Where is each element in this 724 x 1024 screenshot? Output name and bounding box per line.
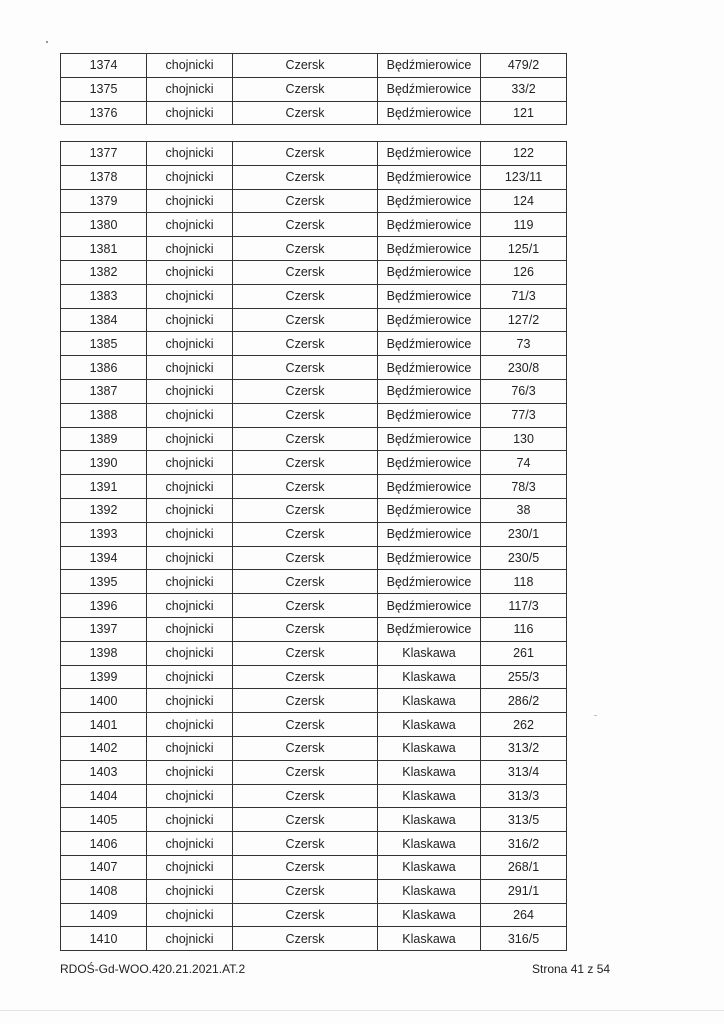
precinct-cell: Będźmierowice (378, 546, 481, 570)
municipality-cell: Czersk (233, 379, 378, 403)
row-number-cell: 1380 (61, 213, 147, 237)
municipality-cell: Czersk (233, 54, 378, 78)
county-cell: chojnicki (147, 260, 233, 284)
row-number-cell: 1392 (61, 498, 147, 522)
county-cell: chojnicki (147, 808, 233, 832)
precinct-cell: Będźmierowice (378, 332, 481, 356)
parcel-number-cell: 74 (481, 451, 567, 475)
parcel-number-cell: 261 (481, 641, 567, 665)
municipality-cell: Czersk (233, 665, 378, 689)
municipality-cell: Czersk (233, 522, 378, 546)
county-cell: chojnicki (147, 101, 233, 125)
table-row (61, 879, 567, 903)
table-row (61, 379, 567, 403)
parcel-number-cell: 38 (481, 498, 567, 522)
row-number-cell: 1390 (61, 451, 147, 475)
row-number-cell: 1410 (61, 927, 147, 951)
row-number-cell: 1389 (61, 427, 147, 451)
county-cell: chojnicki (147, 379, 233, 403)
parcel-number-cell: 230/5 (481, 546, 567, 570)
county-cell: chojnicki (147, 498, 233, 522)
precinct-cell: Będźmierowice (378, 54, 481, 78)
county-cell: chojnicki (147, 475, 233, 499)
county-cell: chojnicki (147, 736, 233, 760)
parcel-number-cell: 313/3 (481, 784, 567, 808)
row-number-cell: 1394 (61, 546, 147, 570)
municipality-cell: Czersk (233, 689, 378, 713)
county-cell: chojnicki (147, 689, 233, 713)
precinct-cell: Będźmierowice (378, 522, 481, 546)
row-number-cell: 1398 (61, 641, 147, 665)
parcel-number-cell: 268/1 (481, 855, 567, 879)
table-row (61, 427, 567, 451)
row-number-cell: 1375 (61, 77, 147, 101)
municipality-cell: Czersk (233, 736, 378, 760)
parcel-number-cell: 255/3 (481, 665, 567, 689)
municipality-cell: Czersk (233, 546, 378, 570)
county-cell: chojnicki (147, 403, 233, 427)
precinct-cell: Będźmierowice (378, 379, 481, 403)
table-row (61, 54, 567, 78)
parcel-number-cell: 124 (481, 189, 567, 213)
municipality-cell: Czersk (233, 784, 378, 808)
table-row (61, 927, 567, 951)
county-cell: chojnicki (147, 665, 233, 689)
precinct-cell: Będźmierowice (378, 427, 481, 451)
precinct-cell: Będźmierowice (378, 165, 481, 189)
precinct-cell: Będźmierowice (378, 498, 481, 522)
row-number-cell: 1402 (61, 736, 147, 760)
parcel-number-cell: 123/11 (481, 165, 567, 189)
precinct-cell: Będźmierowice (378, 284, 481, 308)
county-cell: chojnicki (147, 879, 233, 903)
county-cell: chojnicki (147, 332, 233, 356)
county-cell: chojnicki (147, 54, 233, 78)
precinct-cell: Będźmierowice (378, 451, 481, 475)
parcel-number-cell: 118 (481, 570, 567, 594)
table-row (61, 760, 567, 784)
row-number-cell: 1381 (61, 237, 147, 261)
municipality-cell: Czersk (233, 927, 378, 951)
parcel-number-cell: 126 (481, 260, 567, 284)
table-row (61, 101, 567, 125)
parcel-number-cell: 316/5 (481, 927, 567, 951)
precinct-cell: Klaskawa (378, 736, 481, 760)
county-cell: chojnicki (147, 356, 233, 380)
parcel-number-cell: 316/2 (481, 832, 567, 856)
county-cell: chojnicki (147, 570, 233, 594)
table-row (61, 332, 567, 356)
county-cell: chojnicki (147, 213, 233, 237)
row-number-cell: 1395 (61, 570, 147, 594)
row-number-cell: 1400 (61, 689, 147, 713)
precinct-cell: Będźmierowice (378, 189, 481, 213)
row-number-cell: 1401 (61, 713, 147, 737)
precinct-cell: Będźmierowice (378, 356, 481, 380)
precinct-cell: Będźmierowice (378, 308, 481, 332)
county-cell: chojnicki (147, 77, 233, 101)
county-cell: chojnicki (147, 641, 233, 665)
parcel-number-cell: 262 (481, 713, 567, 737)
parcel-number-cell: 77/3 (481, 403, 567, 427)
precinct-cell: Klaskawa (378, 713, 481, 737)
municipality-cell: Czersk (233, 498, 378, 522)
parcel-number-cell: 119 (481, 213, 567, 237)
municipality-cell: Czersk (233, 427, 378, 451)
precinct-cell: Będźmierowice (378, 101, 481, 125)
municipality-cell: Czersk (233, 403, 378, 427)
county-cell: chojnicki (147, 594, 233, 618)
parcel-number-cell: 116 (481, 617, 567, 641)
parcel-number-cell: 73 (481, 332, 567, 356)
precinct-cell: Klaskawa (378, 855, 481, 879)
municipality-cell: Czersk (233, 77, 378, 101)
parcel-number-cell: 313/4 (481, 760, 567, 784)
municipality-cell: Czersk (233, 284, 378, 308)
parcel-number-cell: 130 (481, 427, 567, 451)
county-cell: chojnicki (147, 142, 233, 166)
table-row (61, 142, 567, 166)
municipality-cell: Czersk (233, 237, 378, 261)
table-row (61, 617, 567, 641)
page-number: Strona 41 z 54 (532, 962, 611, 976)
county-cell: chojnicki (147, 546, 233, 570)
municipality-cell: Czersk (233, 213, 378, 237)
parcel-number-cell: 264 (481, 903, 567, 927)
municipality-cell: Czersk (233, 808, 378, 832)
parcel-number-cell: 78/3 (481, 475, 567, 499)
row-number-cell: 1385 (61, 332, 147, 356)
precinct-cell: Będźmierowice (378, 570, 481, 594)
row-number-cell: 1404 (61, 784, 147, 808)
precinct-cell: Będźmierowice (378, 403, 481, 427)
row-number-cell: 1377 (61, 142, 147, 166)
table-row (61, 308, 567, 332)
county-cell: chojnicki (147, 522, 233, 546)
precinct-cell: Klaskawa (378, 641, 481, 665)
parcel-number-cell: 127/2 (481, 308, 567, 332)
parcel-number-cell: 230/8 (481, 356, 567, 380)
county-cell: chojnicki (147, 165, 233, 189)
table-row (61, 498, 567, 522)
precinct-cell: Będźmierowice (378, 475, 481, 499)
table-row (61, 808, 567, 832)
county-cell: chojnicki (147, 832, 233, 856)
precinct-cell: Klaskawa (378, 903, 481, 927)
row-number-cell: 1409 (61, 903, 147, 927)
row-number-cell: 1406 (61, 832, 147, 856)
municipality-cell: Czersk (233, 165, 378, 189)
county-cell: chojnicki (147, 451, 233, 475)
county-cell: chojnicki (147, 237, 233, 261)
municipality-cell: Czersk (233, 855, 378, 879)
precinct-cell: Będźmierowice (378, 617, 481, 641)
parcel-number-cell: 313/5 (481, 808, 567, 832)
table-row (61, 641, 567, 665)
municipality-cell: Czersk (233, 832, 378, 856)
precinct-cell: Klaskawa (378, 808, 481, 832)
table-row (61, 403, 567, 427)
municipality-cell: Czersk (233, 451, 378, 475)
table-row (61, 903, 567, 927)
municipality-cell: Czersk (233, 356, 378, 380)
table-row (61, 284, 567, 308)
row-number-cell: 1383 (61, 284, 147, 308)
table-row (61, 165, 567, 189)
county-cell: chojnicki (147, 427, 233, 451)
parcel-number-cell: 122 (481, 142, 567, 166)
municipality-cell: Czersk (233, 570, 378, 594)
parcel-table-top (60, 53, 567, 125)
municipality-cell: Czersk (233, 641, 378, 665)
parcel-number-cell: 71/3 (481, 284, 567, 308)
municipality-cell: Czersk (233, 903, 378, 927)
county-cell: chojnicki (147, 855, 233, 879)
table-row (61, 570, 567, 594)
table-row (61, 522, 567, 546)
parcel-table-body (61, 54, 567, 125)
row-number-cell: 1376 (61, 101, 147, 125)
municipality-cell: Czersk (233, 594, 378, 618)
row-number-cell: 1408 (61, 879, 147, 903)
precinct-cell: Będźmierowice (378, 260, 481, 284)
row-number-cell: 1405 (61, 808, 147, 832)
precinct-cell: Klaskawa (378, 689, 481, 713)
table-row (61, 594, 567, 618)
county-cell: chojnicki (147, 617, 233, 641)
parcel-number-cell: 121 (481, 101, 567, 125)
precinct-cell: Klaskawa (378, 760, 481, 784)
row-number-cell: 1393 (61, 522, 147, 546)
parcel-number-cell: 286/2 (481, 689, 567, 713)
precinct-cell: Będźmierowice (378, 594, 481, 618)
municipality-cell: Czersk (233, 617, 378, 641)
table-row (61, 77, 567, 101)
municipality-cell: Czersk (233, 260, 378, 284)
table-row (61, 546, 567, 570)
county-cell: chojnicki (147, 189, 233, 213)
table-row (61, 237, 567, 261)
row-number-cell: 1379 (61, 189, 147, 213)
table-row (61, 451, 567, 475)
parcel-number-cell: 76/3 (481, 379, 567, 403)
table-row (61, 260, 567, 284)
parcel-table-main (60, 141, 567, 951)
row-number-cell: 1378 (61, 165, 147, 189)
parcel-number-cell: 33/2 (481, 77, 567, 101)
municipality-cell: Czersk (233, 713, 378, 737)
county-cell: chojnicki (147, 713, 233, 737)
parcel-number-cell: 125/1 (481, 237, 567, 261)
municipality-cell: Czersk (233, 760, 378, 784)
document-reference: RDOŚ-Gd-WOO.420.21.2021.AT.2 (60, 962, 246, 976)
table-row (61, 713, 567, 737)
table-row (61, 356, 567, 380)
municipality-cell: Czersk (233, 189, 378, 213)
municipality-cell: Czersk (233, 332, 378, 356)
scan-edge (0, 1010, 724, 1011)
row-number-cell: 1391 (61, 475, 147, 499)
table-row (61, 736, 567, 760)
precinct-cell: Będźmierowice (378, 77, 481, 101)
table-row (61, 832, 567, 856)
row-number-cell: 1374 (61, 54, 147, 78)
row-number-cell: 1399 (61, 665, 147, 689)
table-row (61, 189, 567, 213)
municipality-cell: Czersk (233, 308, 378, 332)
row-number-cell: 1384 (61, 308, 147, 332)
precinct-cell: Klaskawa (378, 665, 481, 689)
table-row (61, 784, 567, 808)
table-row (61, 855, 567, 879)
precinct-cell: Klaskawa (378, 927, 481, 951)
table-row (61, 665, 567, 689)
parcel-number-cell: 230/1 (481, 522, 567, 546)
row-number-cell: 1382 (61, 260, 147, 284)
county-cell: chojnicki (147, 903, 233, 927)
row-number-cell: 1397 (61, 617, 147, 641)
scan-speck (594, 715, 597, 716)
precinct-cell: Klaskawa (378, 879, 481, 903)
precinct-cell: Będźmierowice (378, 142, 481, 166)
county-cell: chojnicki (147, 760, 233, 784)
precinct-cell: Będźmierowice (378, 213, 481, 237)
parcel-number-cell: 117/3 (481, 594, 567, 618)
parcel-number-cell: 479/2 (481, 54, 567, 78)
municipality-cell: Czersk (233, 879, 378, 903)
county-cell: chojnicki (147, 284, 233, 308)
precinct-cell: Klaskawa (378, 784, 481, 808)
parcel-table-body (61, 142, 567, 951)
parcel-number-cell: 291/1 (481, 879, 567, 903)
municipality-cell: Czersk (233, 101, 378, 125)
row-number-cell: 1386 (61, 356, 147, 380)
table-row (61, 213, 567, 237)
row-number-cell: 1403 (61, 760, 147, 784)
county-cell: chojnicki (147, 308, 233, 332)
precinct-cell: Będźmierowice (378, 237, 481, 261)
municipality-cell: Czersk (233, 475, 378, 499)
scan-speck (46, 41, 48, 43)
county-cell: chojnicki (147, 784, 233, 808)
row-number-cell: 1387 (61, 379, 147, 403)
municipality-cell: Czersk (233, 142, 378, 166)
table-row (61, 475, 567, 499)
county-cell: chojnicki (147, 927, 233, 951)
parcel-number-cell: 313/2 (481, 736, 567, 760)
precinct-cell: Klaskawa (378, 832, 481, 856)
table-row (61, 689, 567, 713)
row-number-cell: 1407 (61, 855, 147, 879)
row-number-cell: 1388 (61, 403, 147, 427)
row-number-cell: 1396 (61, 594, 147, 618)
